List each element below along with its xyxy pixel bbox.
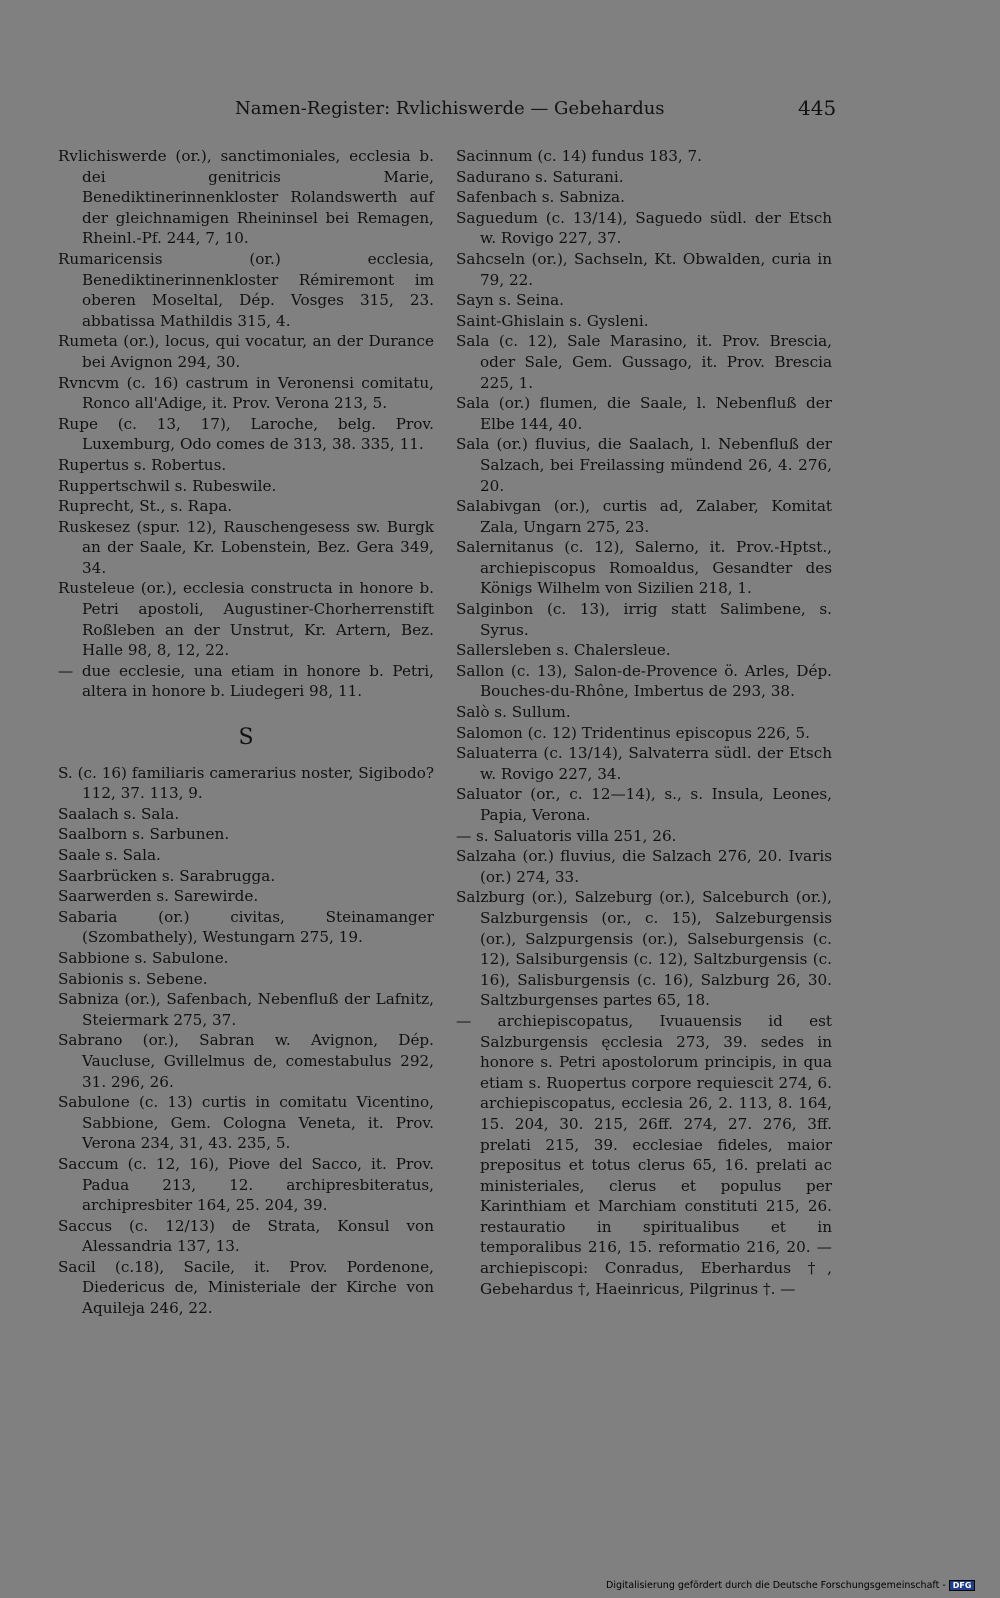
left-entries <box>58 146 434 702</box>
section-letter: S <box>238 725 254 751</box>
index-entry: Sayn s. Seina. <box>456 291 565 310</box>
index-entry: Sabrano (or.), Sabran w. Avignon, Dép. Vaucluse, Gvillelmus de, comestabulus 292, 31. 296, 26. <box>58 1031 434 1091</box>
index-entry: Sahcseln (or.), Sachseln, Kt. Obwalden, curia in 79, 22. <box>456 249 832 289</box>
index-entry: Rupe (c. 13, 17), Laroche, belg. Prov. Luxemburg, Odo comes de 313, 38. 335, 11. <box>58 414 434 454</box>
index-entry: Sala (or.) flumen, die Saale, l. Nebenfluß der Elbe 144, 40. <box>456 394 832 433</box>
index-entry: Sacil (c.18), Sacile, it. Prov. Pordenone, Diedericus de, Ministeriale der Kirche von Aquileja 246, 22. <box>58 1257 434 1318</box>
index-entry: Ruskesez (spur. 12), Rauschengesess sw. Burgk an der Saale, Kr. Lobenstein, Bez. Gera 349, 34. <box>58 517 434 577</box>
index-entry: Saalborn s. Sarbunen. <box>58 825 230 844</box>
right-entries <box>456 146 832 1299</box>
page-number: 445 <box>798 96 837 120</box>
index-entry: Sala (c. 12), Sale Marasino, it. Prov. Brescia, oder Sale, Gem. Gussago, it. Prov. Brescia 225, 1. <box>456 332 832 392</box>
index-entry: Sadurano s. Saturani. <box>456 167 624 186</box>
index-entry: — archiepiscopatus, Ivuauensis id est Salzburgensis ęcclesia 273, 39. sedes in honore s. Petri apostolorum principis, in qua etiam s. Ruopertus corpore requiescit 274, 6. archiepiscopatus, ecclesia 26, 2. 113, 8. 164, 15. 204, 30. 215, 26ff. 274, 27. 276, 3ff. prelati 215, 39. ecclesiae fideles, maior prepositus et totus clerus 65, 16. prelati ac ministeriales, clerus et populus per Karinthiam et Marchiam constituti 215, 26. restauratio in spiritualibus et in temporalibus 216, 15. reformatio 216, 20. — archiepiscopi: Conradus, Eberhardus †, Gebehardus †, Haeinricus, Pilgrinus †. — <box>456 1011 832 1298</box>
index-entry: Rvncvm (c. 16) castrum in Veronensi comitatu, Ronco all'Adige, it. Prov. Verona 213, 5. <box>58 373 434 413</box>
index-entry: Salernitanus (c. 12), Salerno, it. Prov.-Hptst., archiepiscopus Romoaldus, Gesandter des Königs Wilhelm von Sizilien 218, 1. <box>456 538 832 598</box>
running-header: Namen-Register: Rvlichiswerde — Gebehardus <box>235 98 665 119</box>
index-entry: Sallon (c. 13), Salon-de-Provence ö. Arles, Dép. Bouches-du-Rhône, Imbertus de 293, 38. <box>456 661 832 701</box>
index-entry: Ruprecht, St., s. Rapa. <box>58 497 233 516</box>
index-entry: Sabbione s. Sabulone. <box>58 948 229 967</box>
index-entry: — s. Saluatoris villa 251, 26. <box>456 826 677 845</box>
index-entry: Rumaricensis (or.) ecclesia, Benediktinerinnenkloster Rémiremont im oberen Moseltal, Dép. Vosges 315, 23. abbatissa Mathildis 315, 4. <box>58 249 434 330</box>
index-entry: Rupertus s. Robertus. <box>58 455 227 474</box>
index-entry: Salzaha (or.) fluvius, die Salzach 276, 20. Ivaris (or.) 274, 33. <box>456 847 832 886</box>
index-entry: Rvlichiswerde (or.), sanctimoniales, ecclesia b. dei genitricis Marie, Benediktinerinnenkloster Rolandswerth auf der gleichnamigen Rheininsel bei Remagen, Rheinl.-Pf. 244, 7, 10. <box>58 147 434 248</box>
index-entry: Saluaterra (c. 13/14), Salvaterra südl. der Etsch w. Rovigo 227, 34. <box>456 744 832 783</box>
index-entry: Sallersleben s. Chalersleue. <box>456 641 671 660</box>
dfg-logo: DFG <box>949 1580 976 1591</box>
index-entry: Sabaria (or.) civitas, Steinamanger (Szombathely), Westungarn 275, 19. <box>58 907 434 947</box>
index-entry: S. (c. 16) familiaris camerarius noster, Sigibodo? 112, 37. 113, 9. <box>58 763 434 803</box>
left-column <box>58 146 434 1319</box>
index-entry: Saarwerden s. Sarewirde. <box>58 887 259 906</box>
index-entry: Saalach s. Sala. <box>58 804 180 823</box>
index-entry: Sabniza (or.), Safenbach, Nebenfluß der Lafnitz, Steiermark 275, 37. <box>58 990 434 1029</box>
index-entry: Ruppertschwil s. Rubeswile. <box>58 476 277 495</box>
index-entry: Sabionis s. Sebene. <box>58 969 208 988</box>
index-entry: Sala (or.) fluvius, die Saalach, l. Nebenfluß der Salzach, bei Freilassing mündend 26, 4. 276, 20. <box>456 435 832 495</box>
right-column <box>456 146 832 1299</box>
index-entry: Saale s. Sala. <box>58 846 161 864</box>
index-entry: Saguedum (c. 13/14), Saguedo südl. der Etsch w. Rovigo 227, 37. <box>456 208 832 248</box>
left-s-entries <box>58 763 434 1319</box>
index-entry: Rumeta (or.), locus, qui vocatur, an der Durance bei Avignon 294, 30. <box>58 332 434 371</box>
index-entry: Salabivgan (or.), curtis ad, Zalaber, Komitat Zala, Ungarn 275, 23. <box>456 497 832 536</box>
index-entry: Saarbrücken s. Sarabrugga. <box>58 866 276 885</box>
index-entry: Saint-Ghislain s. Gysleni. <box>456 311 649 330</box>
index-entry: Salginbon (c. 13), irrig statt Salimbene, s. Syrus. <box>456 600 832 639</box>
index-entry: — due ecclesie, una etiam in honore b. Petri, altera in honore b. Liudegeri 98, 11. <box>58 661 434 701</box>
footer <box>606 1580 975 1591</box>
index-entry: Saluator (or., c. 12—14), s., s. Insula, Leones, Papia, Verona. <box>456 785 832 824</box>
footer-text: Digitalisierung gefördert durch die Deutsche Forschungsgemeinschaft - <box>606 1580 946 1591</box>
index-entry: Saccum (c. 12, 16), Piove del Sacco, it. Prov. Padua 213, 12. archipresbiteratus, archipresbiter 164, 25. 204, 39. <box>58 1154 434 1215</box>
index-entry: Salò s. Sullum. <box>456 703 571 722</box>
index-entry: Rusteleue (or.), ecclesia constructa in honore b. Petri apostoli, Augustiner-Chorherrenstift Roßleben an der Unstrut, Kr. Artern, Bez. Halle 98, 8, 12, 22. <box>58 579 434 660</box>
index-entry: Saccus (c. 12/13) de Strata, Konsul von Alessandria 137, 13. <box>58 1216 434 1256</box>
index-entry: Salzburg (or.), Salzeburg (or.), Salceburch (or.), Salzburgensis (or., c. 15), Salzeburgensis (or.), Salzpurgensis (or.), Salseburgensis (c. 12), Salsiburgensis (c. 12), Saltzburgensis (c. 16), Salisburgensis (c. 16), Salzburg 26, 30. Saltzburgenses partes 65, 18. <box>456 888 832 1010</box>
index-entry: Sacinnum (c. 14) fundus 183, 7. <box>456 147 703 165</box>
index-entry: Salomon (c. 12) Tridentinus episcopus 226, 5. <box>456 723 810 742</box>
index-entry: Safenbach s. Sabniza. <box>456 188 625 207</box>
index-entry: Sabulone (c. 13) curtis in comitatu Vicentino, Sabbione, Gem. Cologna Veneta, it. Prov. Verona 234, 31, 43. 235, 5. <box>58 1093 434 1153</box>
